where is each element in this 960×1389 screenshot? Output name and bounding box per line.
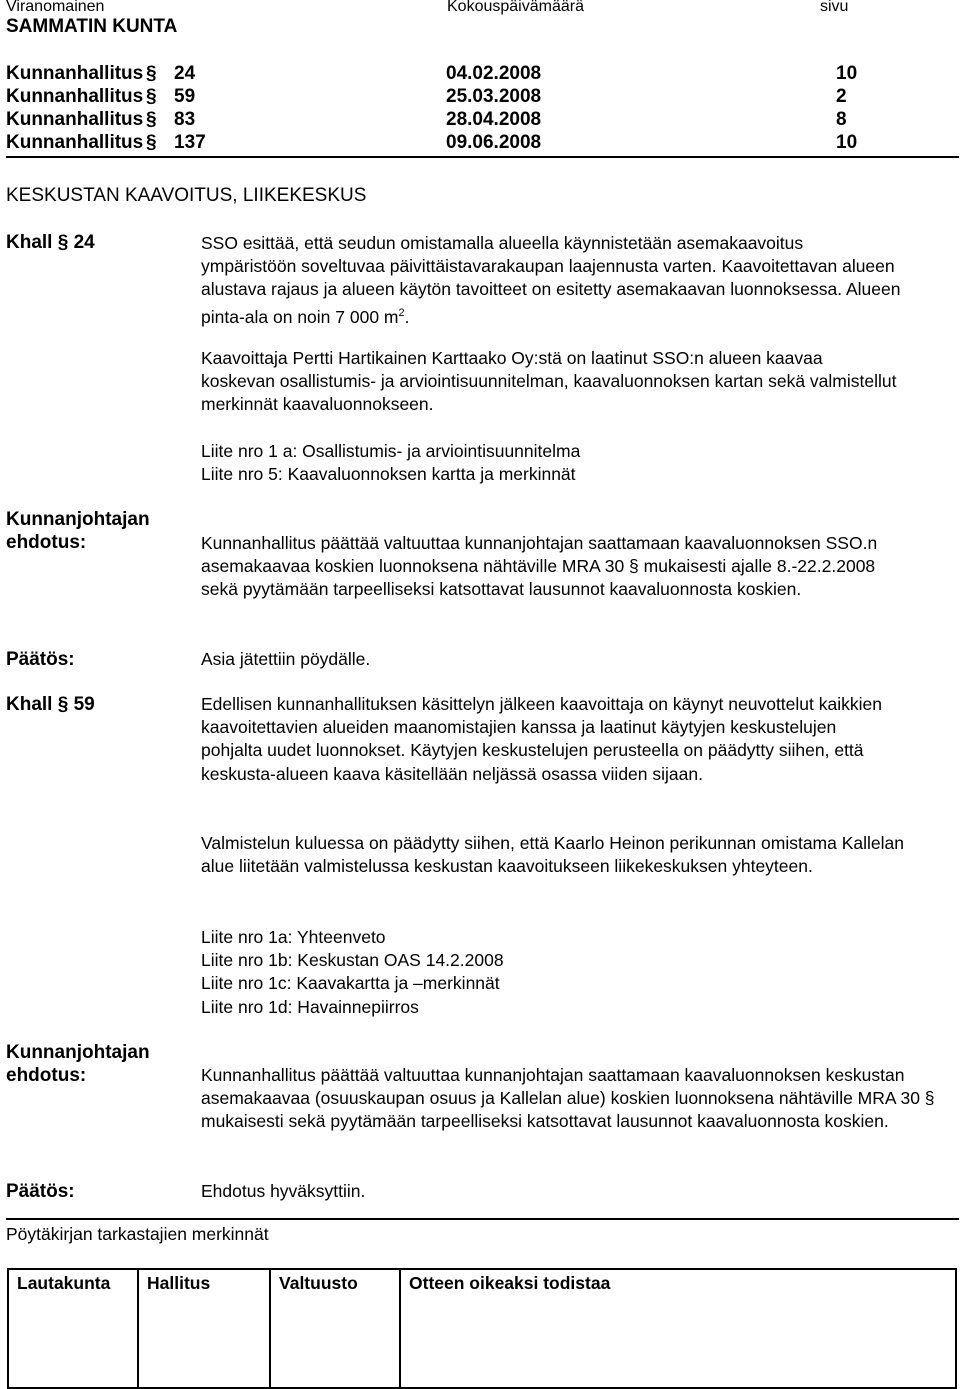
meeting-date: 28.04.2008 [446,109,542,130]
meeting-section: 83 [174,109,196,130]
khall59-attachments [201,926,941,1019]
meeting-row [6,86,960,109]
khall24-paragraph-1: SSO esittää, että seudun omistamalla alueella käynnistetään asemakaavoitus ympäristöön soveltuvaa päivittäistavarakaupan laajennusta varten. Kaavoitettavan alueen alustava rajaus ja alueen käytön tavoitteet on esitetty asemakaavan luonnoksessa. Alueen pinta-ala on noin 7 000 m [201,233,901,327]
attachment-item: Liite nro 5: Kaavaluonnoksen kartta ja merkinnät [201,464,576,485]
khall24-intro [201,232,901,329]
khall59-decision-label: Päätös: [6,1181,75,1202]
signature-cell-valtuusto: Valtuusto [270,1269,400,1388]
proposal-label-line-2: ehdotus: [6,532,87,553]
khall59-paragraph-2: Valmistelun kuluessa on päädytty siihen, että Kaarlo Heinon perikunnan omistama Kallelan alue liitetään valmistelussa keskustan kaavoitukseen liikekeskuksen yhteyteen. [201,833,904,877]
signature-cell-certification: Otteen oikeaksi todistaa [400,1269,956,1388]
attachment-item: Liite nro 1 a: Osallistumis- ja arviointisuunnitelma [201,441,581,461]
proposal-label-line-1: Kunnanjohtajan [6,509,150,530]
section-title: KESKUSTAN KAAVOITUS, LIIKEKESKUS [6,185,367,206]
khall59-proposal: Kunnanhallitus päättää valtuuttaa kunnanjohtajan saattamaan kaavaluonnoksen keskustan asemakaavaa (osuuskaupan osuus ja Kallelan alue) koskien luonnoksena nähtäville MRA 30 § mukaisesti sekä pyytämään tarpeelliseksi katsottavat lausunnot kaavaluonnosta koskien. [201,1065,935,1132]
khall24-decision: Asia jätettiin pöydälle. [201,649,371,669]
khall24-proposal-label [6,508,150,554]
proposal-label-line-1: Kunnanjohtajan [6,1042,150,1063]
meeting-body: Kunnanhallitus [6,132,144,153]
khall24-label: Khall § 24 [6,232,95,253]
meeting-body: Kunnanhallitus [6,63,144,84]
meeting-page: 10 [836,63,858,84]
meeting-section: 24 [174,63,196,84]
meeting-row [6,109,960,132]
meeting-page: 2 [836,86,847,107]
area-unit-superscript: 2 [398,306,405,319]
meeting-date-label: Kokouspäivämäärä [447,0,584,15]
meeting-row [6,63,960,86]
khall24-paragraph-2: Kaavoittaja Pertti Hartikainen Karttaako Oy:stä on laatinut SSO:n alueen kaavaa koskevan osallistumis- ja arviointisuunnitelman, kaavaluonnoksen kartan sekä valmistellut merkinnät kaavaluonnokseen. [201,348,897,415]
meeting-section: 59 [174,86,196,107]
meeting-page: 10 [836,132,858,153]
khall59-decision: Ehdotus hyväksyttiin. [201,1181,366,1201]
meeting-section: 137 [174,132,206,153]
signature-table [7,1268,957,1389]
meeting-body: Kunnanhallitus [6,109,144,130]
khall59-paragraph-1: Edellisen kunnanhallituksen käsittelyn jälkeen kaavoittaja on käynyt neuvottelut kaikkien kaavoitettavien alueiden maanomistajien kanssa ja laatinut käytyjen keskustelujen pohjalta uudet luonnokset. Käytyjen keskustelujen perusteella on päädytty siihen, että keskusta-alueen kaava käsitellään neljässä osassa viiden sijaan. [201,694,882,784]
attachment-item: Liite nro 1b: Keskustan OAS 14.2.2008 [201,950,504,971]
signature-cell-hallitus: Hallitus [138,1269,270,1388]
footer-label: Pöytäkirjan tarkastajien merkinnät [6,1224,269,1244]
footer-divider [6,1218,959,1220]
section-sign: § [146,132,157,153]
attachment-item: Liite nro 1a: Yhteenveto [201,927,386,947]
section-sign: § [146,86,157,107]
meeting-date: 09.06.2008 [446,132,542,153]
khall24-proposal: Kunnanhallitus päättää valtuuttaa kunnanjohtajan saattamaan kaavaluonnoksen SSO.n asemakaavaa koskien luonnoksena nähtäville MRA 30 § mukaisesti ajalle 8.-22.2.2008 sekä pyytämään tarpeelliseksi katsottavat lausunnot kaavaluonnosta koskien. [201,533,878,600]
attachment-item: Liite nro 1d: Havainnepiirros [201,996,419,1017]
meeting-body: Kunnanhallitus [6,86,144,107]
section-sign: § [146,63,157,84]
meeting-page: 8 [836,109,847,130]
meeting-date: 04.02.2008 [446,63,542,84]
meeting-row [6,132,960,155]
khall24-attachments [201,440,941,486]
section-sign: § [146,109,157,130]
page-label: sivu [820,0,849,15]
attachment-item: Liite nro 1c: Kaavakartta ja –merkinnät [201,973,500,994]
authority-label: Viranomainen [6,0,105,15]
header-divider [6,156,959,158]
meeting-date: 25.03.2008 [446,86,542,107]
sentence-end: . [404,306,410,327]
organization-name: SAMMATIN KUNTA [6,16,178,37]
signature-cell-lautakunta: Lautakunta [8,1269,138,1388]
khall59-proposal-label [6,1041,150,1087]
proposal-label-line-2: ehdotus: [6,1065,87,1086]
khall59-label: Khall § 59 [6,694,95,715]
khall24-decision-label: Päätös: [6,649,75,670]
